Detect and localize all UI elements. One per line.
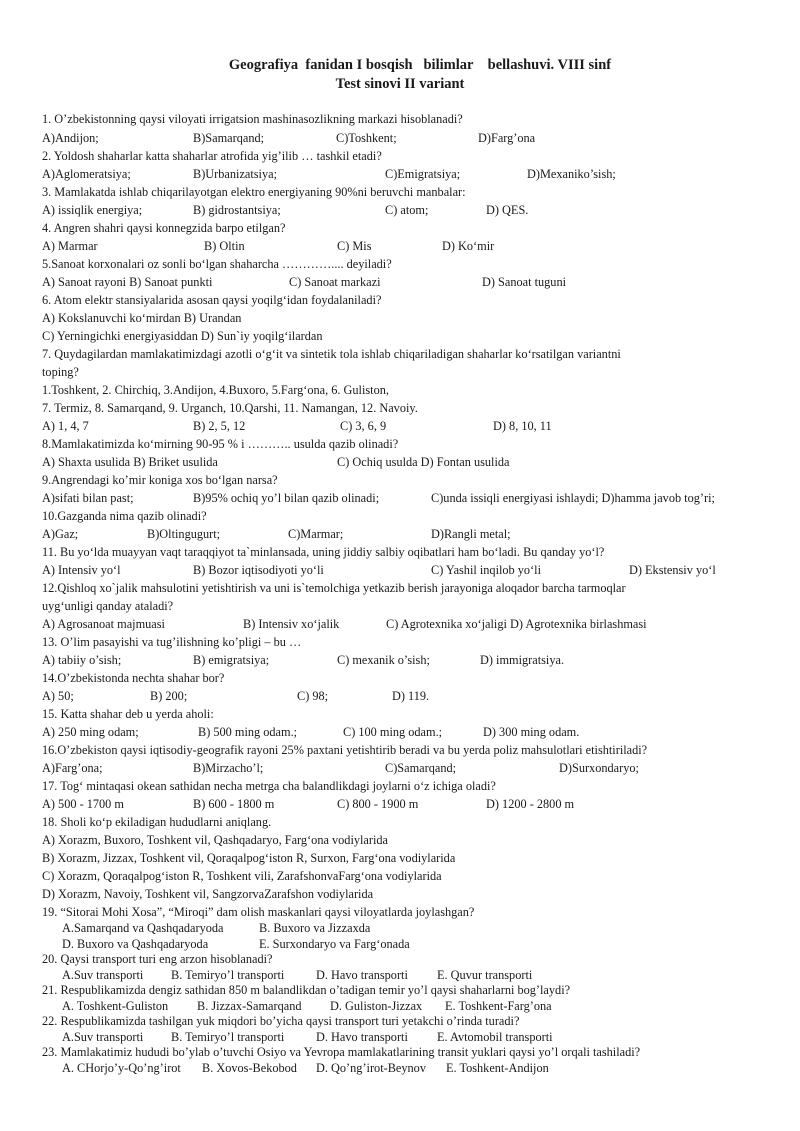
question-12-cont: uyg‘unligi qanday ataladi? <box>42 599 174 613</box>
question-16: 16.O’zbekiston qaysi iqtisodiy-geografik rayoni 25% paxtani yetishtirib beradi va bu yerda poliz mahsulotlari etishtiriladi? <box>42 743 648 757</box>
q20-option-e: E. Quvur transporti <box>437 968 533 982</box>
question-20: 20. Qaysi transport turi eng arzon hisoblanadi? <box>42 952 273 966</box>
question-10: 10.Gazganda nima qazib olinadi? <box>42 509 207 523</box>
q9-option-b: B)95% ochiq yo’l bilan qazib olinadi; <box>193 491 380 505</box>
q22-option-d: D. Havo transporti <box>316 1030 408 1044</box>
q7-option-a: A) 1, 4, 7 <box>42 419 89 433</box>
q5-option-ab: A) Sanoat rayoni B) Sanoat punkti <box>42 275 213 289</box>
question-4: 4. Angren shahri qaysi konnegzida barpo etilgan? <box>42 221 286 235</box>
q10-option-a: A)Gaz; <box>42 527 79 541</box>
q21-option-b: B. Jizzax-Samarqand <box>197 999 302 1013</box>
q4-option-c: C) Mis <box>337 239 372 253</box>
question-2: 2. Yoldosh shaharlar katta shaharlar atrofida yig’ilib … tashkil etadi? <box>42 149 382 163</box>
q15-option-d: D) 300 ming odam. <box>483 725 580 739</box>
q23-option-d: D. Qo’ng’irot-Beynov <box>316 1061 426 1075</box>
q15-option-c: C) 100 ming odam.; <box>343 725 443 739</box>
q17-option-a: A) 500 - 1700 m <box>42 797 124 811</box>
q13-option-b: B) emigratsiya; <box>193 653 270 667</box>
q11-option-c: C) Yashil inqilob yo‘li <box>431 563 542 577</box>
question-1: 1. O’zbekistonning qaysi viloyati irrigatsion mashinasozlikning markazi hisoblanadi? <box>42 112 463 126</box>
question-8: 8.Mamlakatimizda ko‘mirning 90-95 % i ……….. usulda qazib olinadi? <box>42 437 399 451</box>
q10-option-c: C)Marmar; <box>288 527 344 541</box>
q4-option-a: A) Marmar <box>42 239 98 253</box>
q2-option-d: D)Mexaniko’sish; <box>527 167 616 181</box>
question-19: 19. “Sitorai Mohi Xosa”, “Miroqi” dam olish maskanlari qaysi viloyatlarda joylashgan? <box>42 905 475 919</box>
q22-option-a: A.Suv transporti <box>62 1030 144 1044</box>
q7-list-line-2: 7. Termiz, 8. Samarqand, 9. Urganch, 10.Qarshi, 11. Namangan, 12. Navoiy. <box>42 401 418 415</box>
question-23: 23. Mamlakatimiz hududi bo’ylab o’tuvchi Osiyo va Yevropa mamlakatlarining transit yuklari qaysi yo’l orqali tashiladi? <box>42 1045 641 1059</box>
question-15: 15. Katta shahar deb u yerda aholi: <box>42 707 214 721</box>
question-14: 14.O’zbekistonda nechta shahar bor? <box>42 671 225 685</box>
q2-option-a: A)Aglomeratsiya; <box>42 167 131 181</box>
q19-option-b: B. Buxoro va Jizzaxda <box>259 921 371 935</box>
question-5: 5.Sanoat korxonalari oz sonli bo‘lgan shaharcha ………….... deyiladi? <box>42 257 392 271</box>
q2-option-b: B)Urbanizatsiya; <box>193 167 278 181</box>
q1-option-d: D)Farg’ona <box>478 131 536 145</box>
q14-option-a: A) 50; <box>42 689 74 703</box>
q15-option-a: A) 250 ming odam; <box>42 725 139 739</box>
question-17: 17. Tog‘ mintaqasi okean sathidan necha metrga cha balandlikdagi joylarni o‘z ichiga oladi? <box>42 779 496 793</box>
question-6: 6. Atom elektr stansiyalarida asosan qaysi yoqilg‘idan foydalaniladi? <box>42 293 382 307</box>
q8-options-ab: A) Shaxta usulida B) Briket usulida <box>42 455 218 469</box>
q14-option-d: D) 119. <box>392 689 430 703</box>
q21-option-a: A. Toshkent-Guliston <box>62 999 169 1013</box>
q17-option-b: B) 600 - 1800 m <box>193 797 275 811</box>
q4-option-b: B) Oltin <box>204 239 245 253</box>
q20-option-d: D. Havo transporti <box>316 968 408 982</box>
q23-option-b: B. Xovos-Bekobod <box>202 1061 297 1075</box>
document-subtitle: Test sinovi II variant <box>335 76 465 92</box>
q10-option-b: B)Oltingugurt; <box>147 527 221 541</box>
question-21: 21. Respublikamizda dengiz sathidan 850 m balandlikdan o’tadigan temir yo’l qaysi shaharlarni bog’laydi? <box>42 983 571 997</box>
q10-option-d: D)Rangli metal; <box>431 527 511 541</box>
q22-option-e: E. Avtomobil transporti <box>437 1030 553 1044</box>
q7-option-c: C) 3, 6, 9 <box>340 419 387 433</box>
q19-option-e: E. Surxondaryo va Farg‘onada <box>259 937 410 951</box>
q16-option-c: C)Samarqand; <box>385 761 457 775</box>
q6-options-ab: A) Kokslanuvchi ko‘mirdan B) Urandan <box>42 311 242 325</box>
q3-option-b: B) gidrostantsiya; <box>193 203 281 217</box>
q12-options-cd: C) Agrotexnika xo‘jaligi D) Agrotexnika birlashmasi <box>386 617 647 631</box>
q12-option-a: A) Agrosanoat majmuasi <box>42 617 165 631</box>
q18-option-a: A) Xorazm, Buxoro, Toshkent vil, Qashqadaryo, Farg‘ona vodiylarida <box>42 833 388 847</box>
q7-list-line-1: 1.Toshkent, 2. Chirchiq, 3.Andijon, 4.Buxoro, 5.Farg‘ona, 6. Guliston, <box>42 383 389 397</box>
q5-option-d: D) Sanoat tuguni <box>482 275 567 289</box>
q3-option-a: A) issiqlik energiya; <box>42 203 143 217</box>
q17-option-d: D) 1200 - 2800 m <box>486 797 575 811</box>
q13-option-c: C) mexanik o’sish; <box>337 653 430 667</box>
q13-option-a: A) tabiiy o’sish; <box>42 653 122 667</box>
q20-option-b: B. Temiryo’l transporti <box>171 968 285 982</box>
q2-option-c: C)Emigratsiya; <box>385 167 461 181</box>
question-18: 18. Sholi ko‘p ekiladigan hududlarni aniqlang. <box>42 815 272 829</box>
q16-option-a: A)Farg’ona; <box>42 761 103 775</box>
q8-options-cd: C) Ochiq usulda D) Fontan usulida <box>337 455 510 469</box>
q9-option-a: A)sifati bilan past; <box>42 491 134 505</box>
q3-option-d: D) QES. <box>486 203 529 217</box>
q6-options-cd: C) Yerningichki energiyasiddan D) Sun`iy yoqilg‘ilardan <box>42 329 323 343</box>
q15-option-b: B) 500 ming odam.; <box>198 725 298 739</box>
question-9: 9.Angrendagi ko’mir koniga xos bo‘lgan narsa? <box>42 473 278 487</box>
q22-option-b: B. Temiryo’l transporti <box>171 1030 285 1044</box>
question-22: 22. Respublikamizda tashilgan yuk miqdori bo’yicha qaysi transport turi yetakchi o’rinda turadi? <box>42 1014 520 1028</box>
question-12: 12.Qishloq xo`jalik mahsulotini yetishtirish va uni is`temolchiga yetkazib berish jarayoniga aloqador barcha tarmoqlar <box>42 581 626 595</box>
q11-option-b: B) Bozor iqtisodiyoti yo‘li <box>193 563 324 577</box>
q7-option-d: D) 8, 10, 11 <box>493 419 552 433</box>
q21-option-d: D. Guliston-Jizzax <box>330 999 423 1013</box>
q19-option-d: D. Buxoro va Qashqadaryoda <box>62 937 209 951</box>
q1-option-a: A)Andijon; <box>42 131 99 145</box>
q23-option-e: E. Toshkent-Andijon <box>446 1061 549 1075</box>
document-title: Geografiya fanidan I bosqish bilimlar bellashuvi. VIII sinf <box>228 57 612 73</box>
q14-option-b: B) 200; <box>150 689 188 703</box>
q17-option-c: C) 800 - 1900 m <box>337 797 419 811</box>
q9-options-cd: C)unda issiqli energiyasi ishlaydi; D)hamma javob tog’ri; <box>431 491 715 505</box>
q19-option-a: A.Samarqand va Qashqadaryoda <box>62 921 224 935</box>
question-11: 11. Bu yo‘lda muayyan vaqt taraqqiyot ta`minlansada, uning jiddiy salbiy oqibatlari ham bo‘ladi. Bu qanday yo‘l? <box>42 545 605 559</box>
q18-option-d: D) Xorazm, Navoiy, Toshkent vil, SangzorvaZarafshon vodiylarida <box>42 887 374 901</box>
q16-option-b: B)Mirzacho’l; <box>193 761 264 775</box>
q16-option-d: D)Surxondaryo; <box>559 761 639 775</box>
q11-option-d: D) Ekstensiv yo‘l <box>629 563 716 577</box>
q20-option-a: A.Suv transporti <box>62 968 144 982</box>
question-7: 7. Quydagilardan mamlakatimizdagi azotli o‘g‘it va sintetik tola ishlab chiqariladigan shaharlar ko‘rsatilgan variantni <box>42 347 621 361</box>
q12-option-b: B) Intensiv xo‘jalik <box>243 617 340 631</box>
q14-option-c: C) 98; <box>297 689 329 703</box>
q13-option-d: D) immigratsiya. <box>480 653 565 667</box>
q4-option-d: D) Ko‘mir <box>442 239 495 253</box>
q23-option-a: A. CHorjo’y-Qo’ng’irot <box>62 1061 181 1075</box>
q18-option-c: C) Xorazm, Qoraqalpog‘iston R, Toshkent vili, ZarafshonvaFarg‘ona vodiylarida <box>42 869 442 883</box>
q18-option-b: B) Xorazm, Jizzax, Toshkent vil, Qoraqalpog‘iston R, Surxon, Farg‘ona vodiylarida <box>42 851 456 865</box>
q21-option-e: E. Toshkent-Farg’ona <box>445 999 552 1013</box>
q5-option-c: C) Sanoat markazi <box>289 275 381 289</box>
q3-option-c: C) atom; <box>385 203 429 217</box>
q11-option-a: A) Intensiv yo‘l <box>42 563 121 577</box>
q1-option-b: B)Samarqand; <box>193 131 265 145</box>
question-7-cont: toping? <box>42 365 79 379</box>
q7-option-b: B) 2, 5, 12 <box>193 419 246 433</box>
question-13: 13. O’lim pasayishi va tug’ilishning ko’pligi – bu … <box>42 635 302 649</box>
question-3: 3. Mamlakatda ishlab chiqarilayotgan elektro energiyaning 90%ni beruvchi manbalar: <box>42 185 466 199</box>
q1-option-c: C)Toshkent; <box>336 131 397 145</box>
